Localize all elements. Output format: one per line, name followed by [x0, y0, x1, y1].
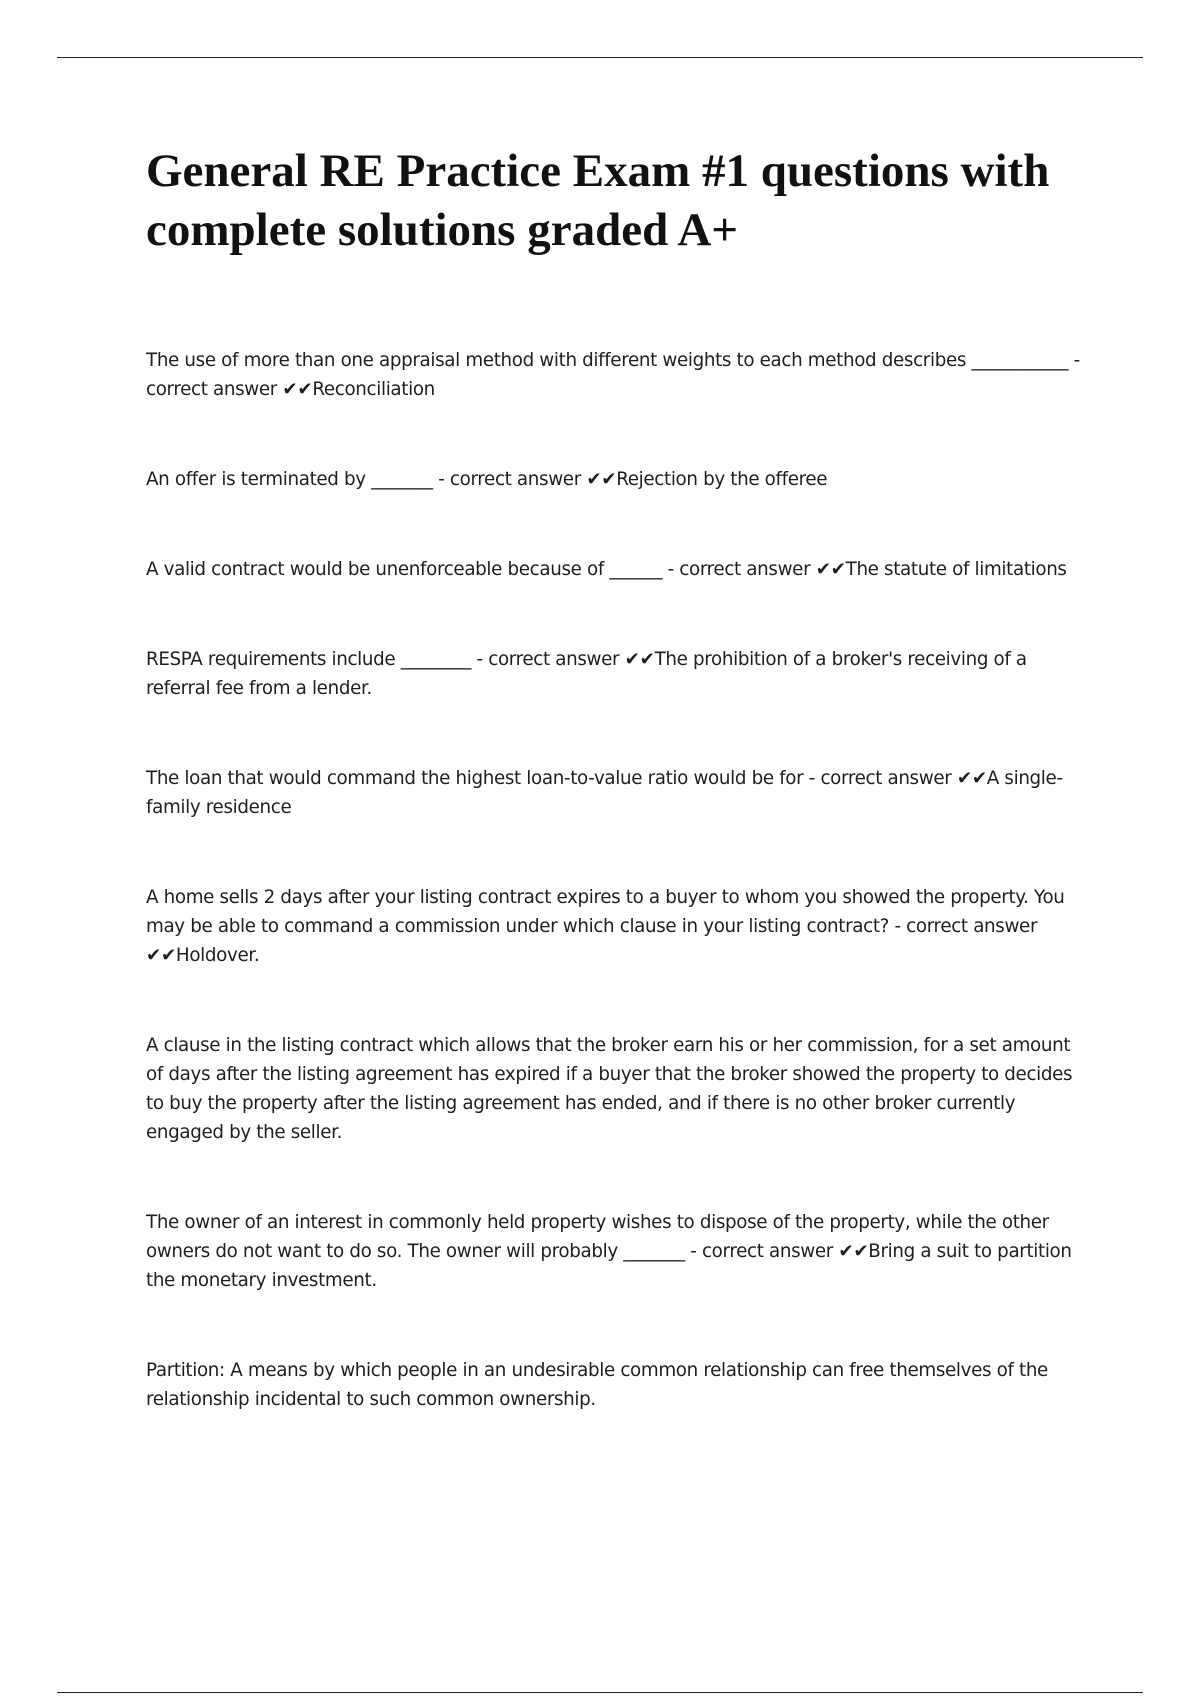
- definition-item-holdover: A clause in the listing contract which allows that the broker earn his or her commission, for a set amount of days after the listing agreement has expired if a buyer that the broker showed the property to decides to buy the property after the listing agreement has ended, and if there is no other broker currently engaged by the seller.: [146, 1035, 1073, 1143]
- bottom-rule: [57, 1692, 1143, 1693]
- question-item-2: An offer is terminated by _______ - correct answer ✔✔Rejection by the offeree: [146, 469, 828, 490]
- question-list: [146, 346, 1091, 1414]
- question-item-4: RESPA requirements include ________ - correct answer ✔✔The prohibition of a broker's receiving of a referral fee from a lender.: [146, 649, 1027, 699]
- question-item-6: A home sells 2 days after your listing contract expires to a buyer to whom you showed the property. You may be able to command a commission under which clause in your listing contract? - correct answer ✔✔Holdover.: [146, 887, 1065, 966]
- definition-item-partition: Partition: A means by which people in an undesirable common relationship can free themselves of the relationship incidental to such common ownership.: [146, 1360, 1048, 1410]
- question-item-3: A valid contract would be unenforceable because of ______ - correct answer ✔✔The statute of limitations: [146, 559, 1067, 580]
- question-item-5: The loan that would command the highest loan-to-value ratio would be for - correct answer ✔✔A single-family residence: [146, 768, 1063, 818]
- document-title: General RE Practice Exam #1 questions with complete solutions graded A+: [146, 145, 1050, 256]
- question-item-7: The owner of an interest in commonly held property wishes to dispose of the property, while the other owners do not want to do so. The owner will probably _______ - correct answer ✔✔Bring a suit to partition the monetary investment.: [146, 1212, 1072, 1291]
- top-rule: [57, 57, 1143, 58]
- question-item-1: The use of more than one appraisal method with different weights to each method describes ___________ - correct answer ✔✔Reconciliation: [146, 350, 1080, 400]
